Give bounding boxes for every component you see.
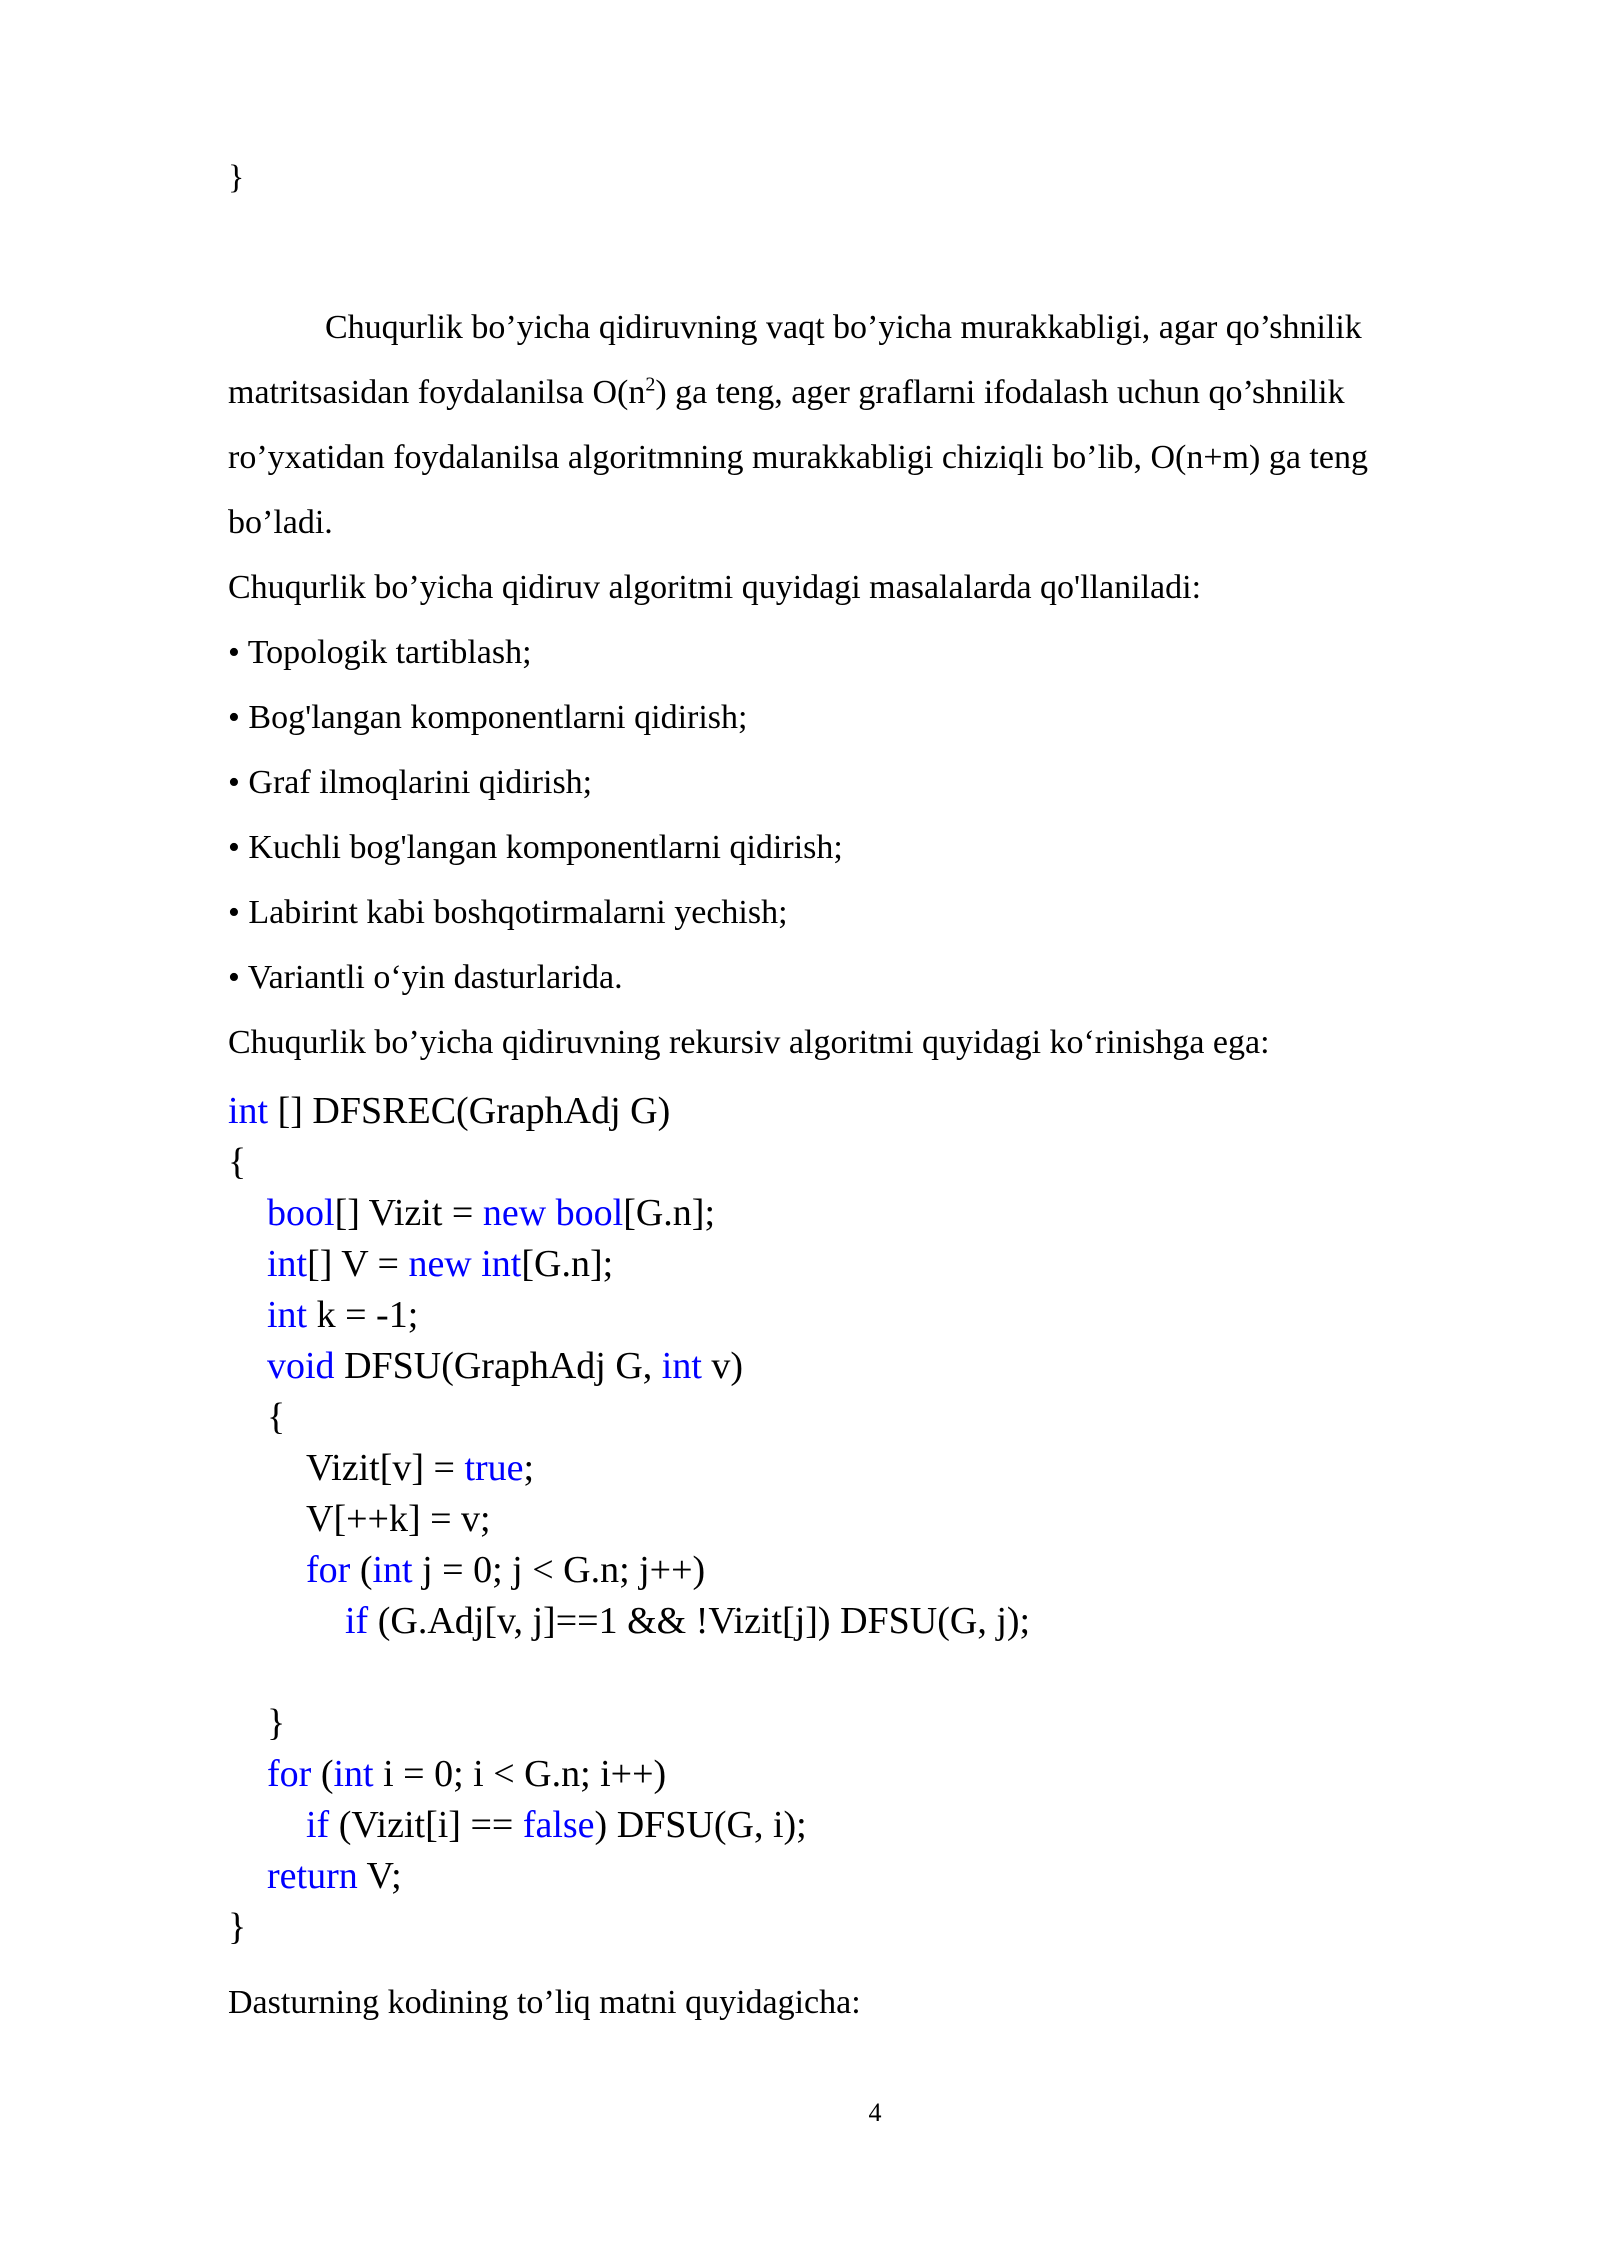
recursive-intro: Chuqurlik bo’yicha qidiruvning rekursiv algoritmi quyidagi ko‘rinishga ega: <box>228 1024 1270 1061</box>
code-text: { <box>228 1141 247 1183</box>
paragraph-line <box>228 373 1345 413</box>
code-text: ) DFSU(G, i); <box>594 1804 807 1846</box>
code-line <box>267 1392 285 1443</box>
code-keyword: int <box>661 1345 702 1387</box>
list-item: • Bog'langan komponentlarni qidirish; <box>228 699 748 736</box>
code-keyword: if <box>306 1804 330 1846</box>
code-line <box>267 1188 715 1239</box>
code-line <box>267 1749 666 1800</box>
code-text: v) <box>701 1345 744 1387</box>
code-line <box>228 1086 670 1137</box>
text-span: ) ga teng, ager graflarni ifodalash uchun qo’shnilik <box>655 374 1345 411</box>
list-item: • Variantli o‘yin dasturlarida. <box>228 959 623 996</box>
code-line <box>306 1494 491 1545</box>
code-text: ( <box>350 1549 373 1591</box>
code-line <box>228 1902 246 1953</box>
code-text: { <box>267 1396 286 1438</box>
code-keyword: int <box>372 1549 413 1591</box>
code-keyword: new bool <box>482 1192 624 1234</box>
code-keyword: int <box>333 1753 374 1795</box>
superscript: 2 <box>645 373 656 396</box>
code-keyword: bool <box>267 1192 335 1234</box>
paragraph-line: Chuqurlik bo’yicha qidiruvning vaqt bo’yicha murakkabligi, agar qo’shnilik <box>325 309 1362 346</box>
code-keyword: int <box>267 1243 308 1285</box>
code-line <box>267 1239 613 1290</box>
paragraph-line: ro’yxatidan foydalanilsa algoritmning murakkabligi chiziqli bo’lib, O(n+m) ga teng <box>228 439 1368 476</box>
code-line <box>267 1698 285 1749</box>
code-text: j = 0; j < G.n; j++) <box>412 1549 706 1591</box>
code-text: [] Vizit = <box>334 1192 483 1234</box>
list-item: • Kuchli bog'langan komponentlarni qidirish; <box>228 829 843 866</box>
code-keyword: void <box>267 1345 335 1387</box>
code-keyword: new int <box>408 1243 522 1285</box>
code-text: k = -1; <box>307 1294 419 1336</box>
code-line <box>267 1341 743 1392</box>
paragraph-line: bo’ladi. <box>228 504 333 541</box>
applications-intro: Chuqurlik bo’yicha qidiruv algoritmi quyidagi masalalarda qo'llaniladi: <box>228 569 1202 606</box>
code-text: V; <box>357 1855 402 1897</box>
full-code-intro: Dasturning kodining to’liq matni quyidagicha: <box>228 1984 861 2021</box>
code-text: ; <box>523 1447 535 1489</box>
code-text: [G.n]; <box>521 1243 614 1285</box>
list-item: • Graf ilmoqlarini qidirish; <box>228 764 593 801</box>
code-line <box>228 1137 246 1188</box>
code-text: } <box>228 1906 247 1948</box>
closing-brace: } <box>228 159 245 196</box>
code-line <box>267 1851 402 1902</box>
code-line <box>306 1545 705 1596</box>
code-text: (G.Adj[v, j]==1 && !Vizit[j]) DFSU(G, j); <box>368 1600 1031 1642</box>
code-keyword: int <box>267 1294 308 1336</box>
code-text: [] V = <box>307 1243 409 1285</box>
code-text: Vizit[v] = <box>306 1447 465 1489</box>
code-text: [G.n]; <box>623 1192 716 1234</box>
code-line <box>345 1596 1030 1647</box>
list-item: • Labirint kabi boshqotirmalarni yechish; <box>228 894 788 931</box>
code-keyword: int <box>228 1090 269 1132</box>
text-span: matritsasidan foydalanilsa O(n <box>228 374 646 411</box>
code-text: (Vizit[i] == <box>329 1804 523 1846</box>
code-keyword: if <box>345 1600 369 1642</box>
code-line <box>306 1443 534 1494</box>
code-text: i = 0; i < G.n; i++) <box>373 1753 667 1795</box>
list-item: • Topologik tartiblash; <box>228 634 532 671</box>
code-text: DFSU(GraphAdj G, <box>334 1345 662 1387</box>
code-keyword: return <box>267 1855 358 1897</box>
code-keyword: true <box>464 1447 524 1489</box>
code-text: V[++k] = v; <box>306 1498 491 1540</box>
code-keyword: for <box>267 1753 312 1795</box>
code-line <box>306 1800 807 1851</box>
page-number: 4 <box>868 2098 882 2127</box>
code-keyword: false <box>522 1804 595 1846</box>
code-text: } <box>267 1702 286 1744</box>
code-keyword: for <box>306 1549 351 1591</box>
code-text: ( <box>311 1753 334 1795</box>
code-line <box>267 1290 418 1341</box>
code-text: [] DFSREC(GraphAdj G) <box>268 1090 671 1132</box>
